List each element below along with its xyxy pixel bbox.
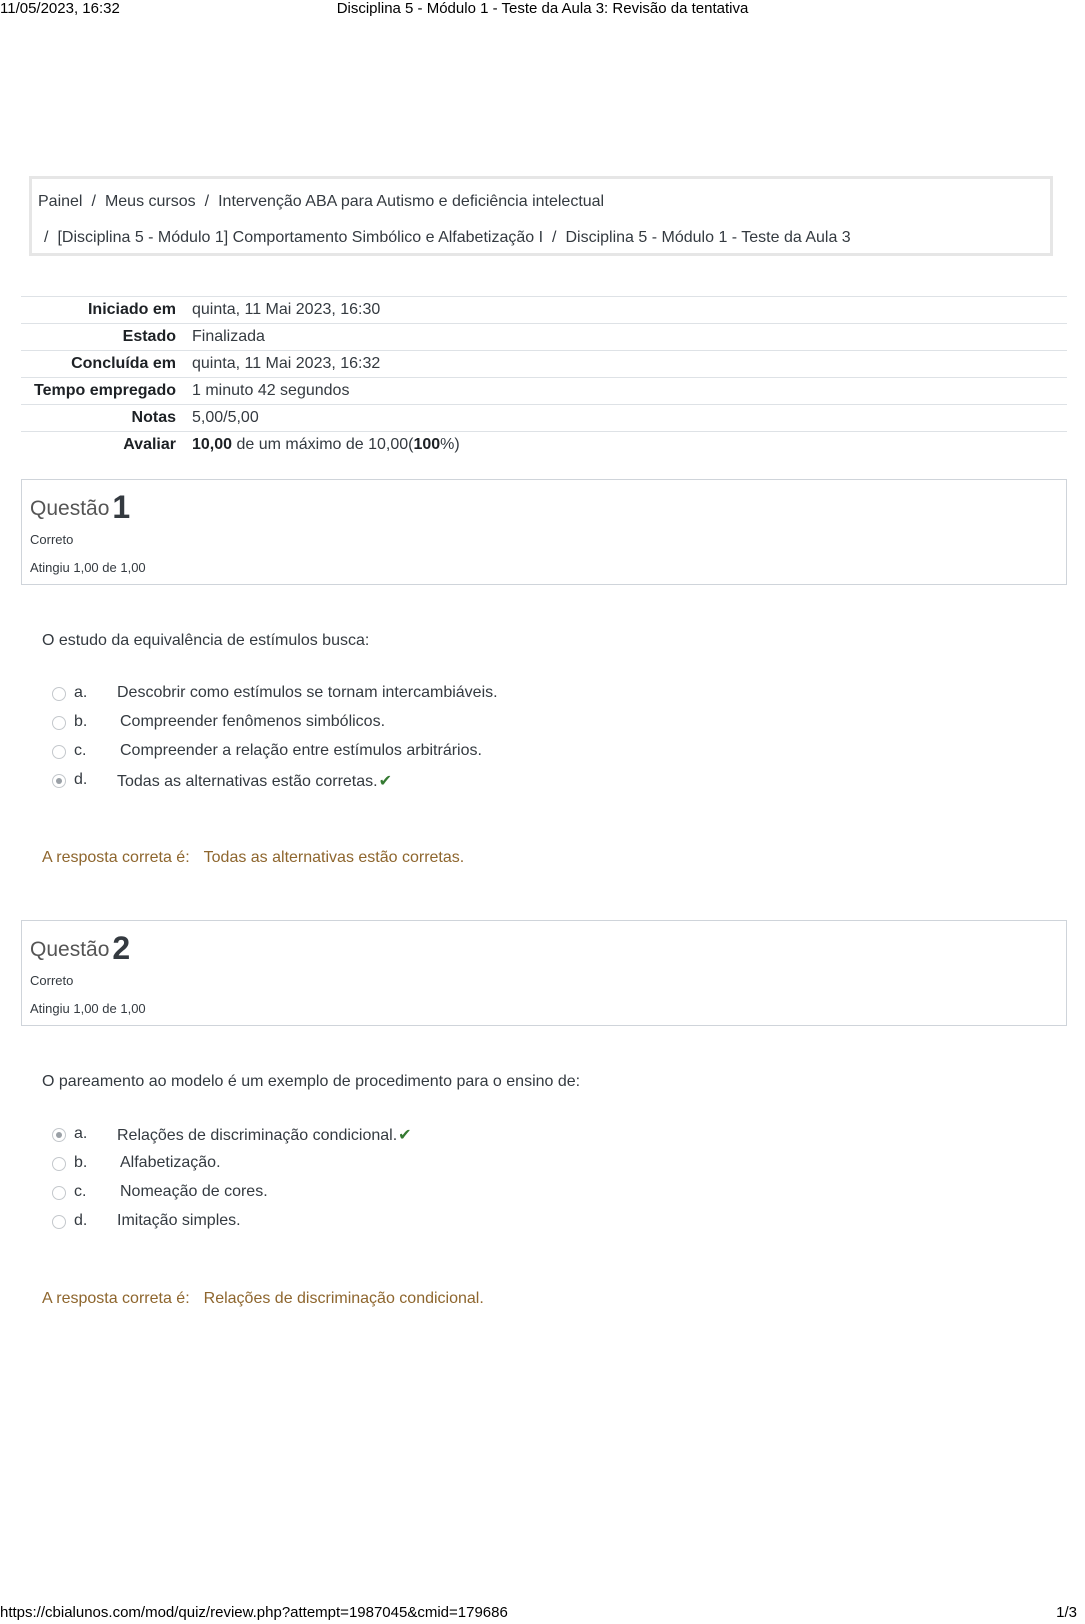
radio-button-checked[interactable] <box>52 1128 66 1142</box>
right-answer-text: Relações de discriminação condicional. <box>203 1290 484 1307</box>
summary-value: quinta, 11 Mai 2023, 16:32 <box>192 351 1067 378</box>
radio-button[interactable] <box>52 687 66 701</box>
answer-text: Nomeação de cores. <box>120 1183 268 1200</box>
summary-label: Concluída em <box>21 351 192 378</box>
right-answer-label: A resposta correta é: <box>42 849 190 866</box>
answer-letter: a. <box>74 1125 88 1142</box>
right-answer <box>42 1290 484 1308</box>
answer-letter: d. <box>74 1212 88 1229</box>
summary-row-state <box>21 324 1067 351</box>
breadcrumb-course[interactable]: Intervenção ABA para Autismo e deficiência intelectual <box>218 193 605 210</box>
summary-value: 5,00/5,00 <box>192 405 1067 432</box>
breadcrumb-separator: / <box>204 193 210 210</box>
answer-text: Descobrir como estímulos se tornam intercambiáveis. <box>117 684 498 701</box>
breadcrumb-separator: / <box>91 193 96 210</box>
summary-label: Notas <box>21 405 192 432</box>
breadcrumb-section[interactable]: [Disciplina 5 - Módulo 1] Comportamento Simbólico e Alfabetização I <box>57 229 544 246</box>
question-number: 2 <box>112 930 131 966</box>
summary-row-time <box>21 378 1067 405</box>
grade-middle: de um máximo de 10,00( <box>232 436 414 453</box>
summary-value <box>192 432 1067 459</box>
answer-text-wrap <box>117 771 392 791</box>
answer-text-wrap <box>117 1125 412 1145</box>
breadcrumb-separator: / <box>44 229 49 246</box>
print-title: Disciplina 5 - Módulo 1 - Teste da Aula 3: Revisão da tentativa <box>336 0 749 17</box>
answer-letter: d. <box>74 771 88 788</box>
question-label: Questão <box>30 938 110 961</box>
answer-text: Compreender fenômenos simbólicos. <box>120 713 386 730</box>
answer-letter: c. <box>74 742 87 759</box>
breadcrumb-meus-cursos[interactable]: Meus cursos <box>104 193 196 210</box>
summary-value: Finalizada <box>192 324 1067 351</box>
question-state: Correto <box>30 532 74 547</box>
attempt-summary-table <box>21 296 1067 458</box>
answer-text: Relações de discriminação condicional. <box>117 1127 398 1144</box>
question-1-info <box>21 479 1067 585</box>
right-answer-label: A resposta correta é: <box>42 1290 190 1307</box>
question-state: Correto <box>30 973 74 988</box>
print-footer <box>0 1604 1085 1624</box>
answer-letter: b. <box>74 713 88 730</box>
question-label: Questão <box>30 497 110 520</box>
print-header <box>0 0 1085 20</box>
radio-button[interactable] <box>52 745 66 759</box>
breadcrumb-separator: / <box>552 229 557 246</box>
summary-label: Avaliar <box>21 432 192 459</box>
answer-text: Compreender a relação entre estímulos arbitrários. <box>120 742 482 759</box>
question-grade: Atingiu 1,00 de 1,00 <box>30 1001 146 1016</box>
summary-label: Iniciado em <box>21 297 192 324</box>
question-title <box>30 927 130 964</box>
question-number: 1 <box>112 489 131 525</box>
radio-button[interactable] <box>52 1186 66 1200</box>
summary-row-started <box>21 297 1067 324</box>
print-url: https://cbialunos.com/mod/quiz/review.php?attempt=1987045&cmid=179686 <box>0 1604 508 1621</box>
right-answer-text: Todas as alternativas estão corretas. <box>203 849 465 866</box>
summary-label: Estado <box>21 324 192 351</box>
question-title <box>30 486 130 523</box>
summary-row-completed <box>21 351 1067 378</box>
summary-row-grade <box>21 432 1067 459</box>
question-grade: Atingiu 1,00 de 1,00 <box>30 560 146 575</box>
summary-row-marks <box>21 405 1067 432</box>
question-2-info <box>21 920 1067 1026</box>
answer-text: Alfabetização. <box>120 1154 221 1171</box>
answer-letter: a. <box>74 684 88 701</box>
check-icon: ✔ <box>378 773 392 790</box>
grade-score: 10,00 <box>192 436 233 453</box>
check-icon: ✔ <box>398 1127 412 1144</box>
radio-button[interactable] <box>52 716 66 730</box>
breadcrumb <box>29 176 1053 256</box>
summary-value: 1 minuto 42 segundos <box>192 378 1067 405</box>
breadcrumb-painel[interactable]: Painel <box>38 193 83 210</box>
answer-letter: c. <box>74 1183 87 1200</box>
right-answer <box>42 849 464 867</box>
question-1-text: O estudo da equivalência de estímulos busca: <box>42 632 370 649</box>
radio-button[interactable] <box>52 1215 66 1229</box>
radio-button-checked[interactable] <box>52 774 66 788</box>
grade-percent: 100 <box>413 436 441 453</box>
question-2-text: O pareamento ao modelo é um exemplo de procedimento para o ensino de: <box>42 1073 581 1090</box>
answer-letter: b. <box>74 1154 88 1171</box>
summary-value: quinta, 11 Mai 2023, 16:30 <box>192 297 1067 324</box>
print-datetime: 11/05/2023, 16:32 <box>0 0 120 17</box>
print-page-number: 1/3 <box>1056 1604 1077 1621</box>
answer-text: Todas as alternativas estão corretas. <box>117 773 378 790</box>
summary-label: Tempo empregado <box>21 378 192 405</box>
answer-text: Imitação simples. <box>117 1212 241 1229</box>
radio-button[interactable] <box>52 1157 66 1171</box>
breadcrumb-quiz[interactable]: Disciplina 5 - Módulo 1 - Teste da Aula 3 <box>565 229 851 246</box>
grade-end: %) <box>440 436 460 453</box>
